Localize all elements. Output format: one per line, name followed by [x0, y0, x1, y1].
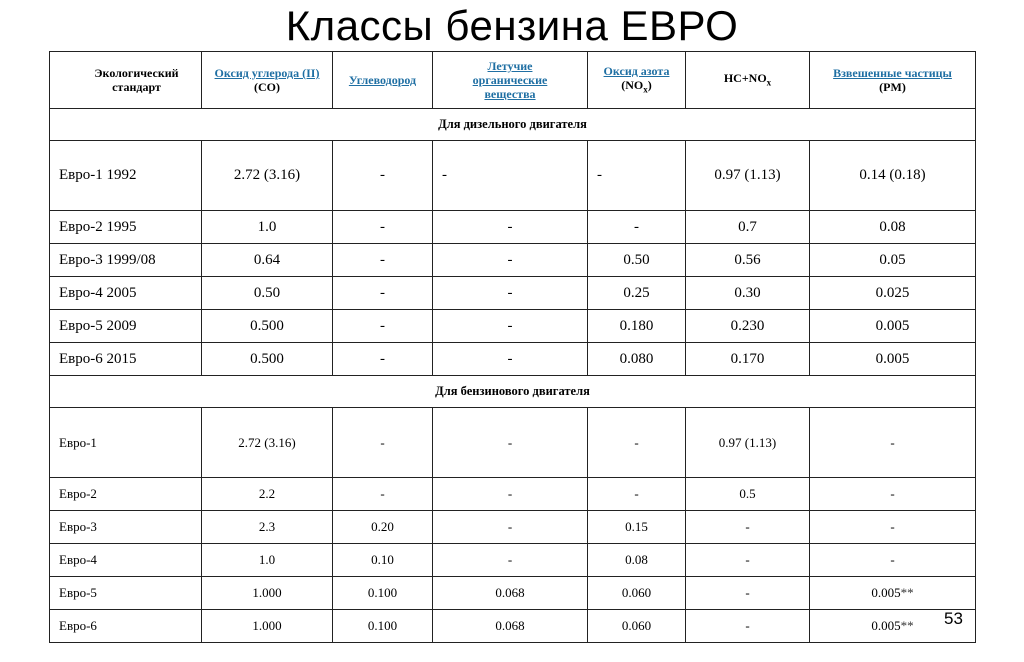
cell-standard: Евро-3 [50, 511, 202, 544]
pm-value: 0.005 [871, 585, 901, 600]
cell-voc: - [433, 343, 588, 376]
cell-co: 1.0 [202, 211, 333, 244]
cell-hcnox: 0.97 (1.13) [686, 408, 810, 478]
cell-voc: - [433, 310, 588, 343]
pm-value: 0.005 [871, 618, 901, 633]
pm-footnote-mark: ** [900, 585, 914, 600]
cell-hc: - [333, 244, 433, 277]
cell-hcnox: 0.56 [686, 244, 810, 277]
pm-value: - [890, 552, 895, 567]
header-hc [333, 52, 433, 109]
cell-co: 1.000 [202, 577, 333, 610]
table-row [50, 343, 976, 376]
cell-co: 2.72 (3.16) [202, 408, 333, 478]
cell-hc: 0.20 [333, 511, 433, 544]
cell-hc: - [333, 343, 433, 376]
cell-co: 0.50 [202, 277, 333, 310]
section-row-petrol [50, 376, 976, 408]
cell-pm [810, 577, 976, 610]
cell-pm: 0.14 (0.18) [810, 141, 976, 211]
cell-voc: - [433, 141, 588, 211]
cell-co: 0.64 [202, 244, 333, 277]
pm-value: - [890, 434, 895, 450]
cell-pm: 0.08 [810, 211, 976, 244]
nox-sub: x [643, 84, 648, 95]
cell-pm: 0.025 [810, 277, 976, 310]
cell-nox: 0.060 [588, 610, 686, 643]
cell-standard: Евро-5 [50, 577, 202, 610]
cell-nox: 0.080 [588, 343, 686, 376]
table-row [50, 141, 976, 211]
cell-standard: Евро-2 1995 [50, 211, 202, 244]
cell-hcnox: 0.5 [686, 478, 810, 511]
cell-co: 0.500 [202, 343, 333, 376]
header-standard [50, 52, 202, 109]
cell-standard: Евро-1 1992 [50, 141, 202, 211]
table-row [50, 511, 976, 544]
cell-nox: - [588, 478, 686, 511]
cell-voc: - [433, 478, 588, 511]
nox-close: ) [647, 77, 652, 92]
cell-hc: - [333, 408, 433, 478]
hc-link[interactable]: Углеводород [348, 73, 417, 87]
section-diesel-title: Для дизельного двигателя [50, 109, 976, 141]
table-row [50, 544, 976, 577]
cell-nox: 0.08 [588, 544, 686, 577]
pm-value: - [890, 486, 895, 501]
cell-pm [810, 408, 976, 478]
cell-hc: 0.10 [333, 544, 433, 577]
cell-hcnox: 0.7 [686, 211, 810, 244]
cell-co: 1.0 [202, 544, 333, 577]
cell-voc: - [433, 244, 588, 277]
cell-standard: Евро-3 1999/08 [50, 244, 202, 277]
cell-co: 2.3 [202, 511, 333, 544]
cell-pm: 0.005 [810, 343, 976, 376]
cell-hcnox: - [686, 577, 810, 610]
table-row [50, 478, 976, 511]
cell-hcnox: - [686, 544, 810, 577]
table-row [50, 610, 976, 643]
cell-hcnox: 0.170 [686, 343, 810, 376]
cell-voc: - [433, 544, 588, 577]
cell-voc: - [433, 277, 588, 310]
cell-hcnox: 0.230 [686, 310, 810, 343]
header-nox [588, 52, 686, 109]
cell-standard: Евро-5 2009 [50, 310, 202, 343]
header-hcnox [686, 52, 810, 109]
cell-nox: - [588, 141, 686, 211]
cell-co: 2.72 (3.16) [202, 141, 333, 211]
pm-link[interactable]: Взвешенные частицы [833, 66, 952, 80]
cell-voc: 0.068 [433, 577, 588, 610]
table-row [50, 310, 976, 343]
cell-standard: Евро-1 [50, 408, 202, 478]
cell-co: 1.000 [202, 610, 333, 643]
cell-standard: Евро-2 [50, 478, 202, 511]
table-row [50, 244, 976, 277]
header-standard-label: Экологический стандарт [94, 66, 179, 94]
cell-hc: - [333, 478, 433, 511]
voc-link[interactable]: Летучие органические вещества [472, 59, 548, 101]
cell-hcnox: 0.30 [686, 277, 810, 310]
pm-suffix: (PM) [879, 80, 906, 94]
cell-hcnox: - [686, 610, 810, 643]
cell-hcnox: - [686, 511, 810, 544]
cell-nox: 0.25 [588, 277, 686, 310]
hcnox-sub: x [766, 77, 772, 88]
co-link[interactable]: Оксид углерода (II) [214, 66, 320, 80]
cell-voc: - [433, 511, 588, 544]
page-number: 53 [944, 609, 963, 628]
cell-nox: 0.50 [588, 244, 686, 277]
hcnox-label: HC+NO [723, 70, 767, 85]
header-row [50, 52, 976, 109]
cell-pm: 0.005 [810, 310, 976, 343]
cell-pm [810, 478, 976, 511]
cell-standard: Евро-4 [50, 544, 202, 577]
cell-voc: 0.068 [433, 610, 588, 643]
table-row [50, 211, 976, 244]
header-co [202, 52, 333, 109]
cell-pm: 0.05 [810, 244, 976, 277]
table-row [50, 277, 976, 310]
cell-pm [810, 511, 976, 544]
co-suffix: (CO) [254, 80, 280, 94]
cell-standard: Евро-6 2015 [50, 343, 202, 376]
cell-hcnox: 0.97 (1.13) [686, 141, 810, 211]
cell-nox: 0.180 [588, 310, 686, 343]
slide-title: Классы бензина ЕВРО [285, 2, 739, 49]
cell-nox: 0.15 [588, 511, 686, 544]
cell-standard: Евро-6 [50, 610, 202, 643]
cell-hc: 0.100 [333, 610, 433, 643]
nox-formula: (NO [621, 77, 644, 92]
cell-nox: - [588, 211, 686, 244]
table-row [50, 577, 976, 610]
cell-standard: Евро-4 2005 [50, 277, 202, 310]
cell-nox: 0.060 [588, 577, 686, 610]
section-petrol-title: Для бензинового двигателя [50, 376, 976, 408]
cell-voc: - [433, 408, 588, 478]
pm-footnote-mark: ** [900, 618, 914, 633]
section-row-diesel [50, 109, 976, 141]
cell-hc: - [333, 277, 433, 310]
cell-hc: 0.100 [333, 577, 433, 610]
cell-nox: - [588, 408, 686, 478]
pm-value: - [890, 519, 895, 534]
header-pm [810, 52, 976, 109]
nox-link[interactable]: Оксид азота [603, 63, 670, 78]
cell-co: 0.500 [202, 310, 333, 343]
header-voc [433, 52, 588, 109]
euro-standards-table [49, 51, 976, 643]
cell-hc: - [333, 141, 433, 211]
table-row [50, 408, 976, 478]
cell-hc: - [333, 211, 433, 244]
cell-voc: - [433, 211, 588, 244]
cell-hc: - [333, 310, 433, 343]
cell-co: 2.2 [202, 478, 333, 511]
cell-pm [810, 544, 976, 577]
